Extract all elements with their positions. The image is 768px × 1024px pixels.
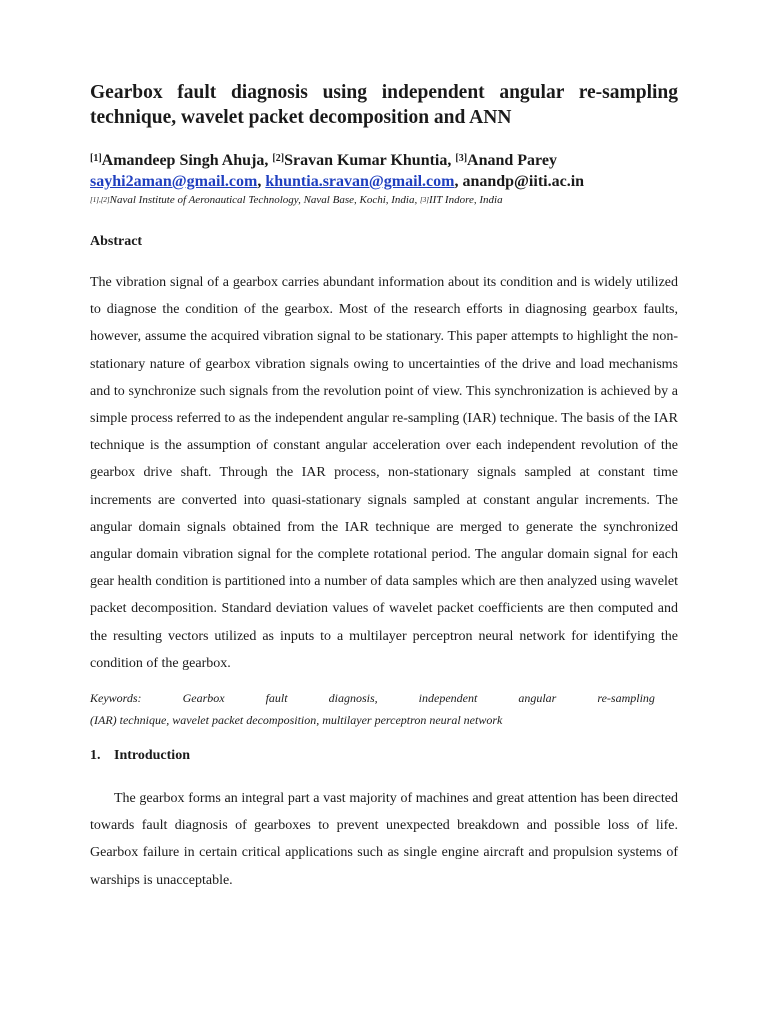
paper-page [90, 80, 678, 894]
keyword-word: independent [418, 691, 478, 706]
author-name-1: Amandeep Singh Ahuja [101, 152, 265, 169]
affil-inst-1: Naval Institute of Aeronautical Technology, Naval Base, Kochi, India, [109, 194, 418, 206]
keywords-line-1 [90, 687, 655, 709]
author-name-3: Anand Parey [467, 152, 557, 169]
section-heading-introduction [90, 747, 678, 765]
author-name-2: Sravan Kumar Khuntia [284, 152, 448, 169]
keyword-word: re-sampling [597, 691, 655, 706]
keywords [90, 687, 678, 731]
keyword-word: Keywords: [90, 691, 142, 706]
affil-inst-2: IIT Indore, India [428, 194, 503, 206]
email-text-3: anandp@iiti.ac.in [462, 173, 585, 190]
affil-mark-1: [1],[2] [90, 196, 110, 204]
email-list: sayhi2aman@gmail.com, khuntia.sravan@gmail.com, anandp@iiti.ac.in [90, 173, 585, 190]
introduction-text: The gearbox forms an integral part a vast majority of machines and great attention has been directed towards fault diagnosis of gearboxes to prevent unexpected breakdown and possible loss of life. Gearbox failure in certain critical applications such as single engine aircraft and propulsion systems of warships is unacceptable. [90, 791, 678, 888]
author-mark-1: [1] [90, 153, 102, 164]
keyword-word: fault [265, 691, 288, 706]
paper-title: Gearbox fault diagnosis using independent angular re-sampling technique, wavelet packet decomposition and ANN [90, 82, 678, 128]
section-title: Introduction [114, 748, 190, 764]
affiliations [90, 193, 678, 207]
author-mark-3: [3] [455, 153, 468, 164]
author-mark-2: [2] [272, 153, 285, 164]
keyword-word: Gearbox [182, 691, 225, 706]
keyword-word: diagnosis, [328, 691, 378, 706]
keywords-line-2: (IAR) technique, wavelet packet decomposition, multilayer perceptron neural network [90, 713, 503, 728]
email-link-2[interactable]: khuntia.sravan@gmail.com [265, 173, 455, 190]
author-list: [1]Amandeep Singh Ahuja, [2]Sravan Kumar Khuntia, [3]Anand Parey [90, 152, 557, 169]
keyword-word: angular [518, 691, 557, 706]
section-number: 1. [90, 748, 101, 764]
affil-mark-2: [3] [419, 196, 429, 204]
email-link-1[interactable]: sayhi2aman@gmail.com [90, 173, 258, 190]
abstract-text: The vibration signal of a gearbox carries abundant information about its condition and is widely utilized to diagnose the condition of the gearbox. Most of the research efforts in diagnosing gearbox faults, however, assume the acquired vibration signal to be stationary. This paper attempts to highlight the non-stationary nature of gearbox vibration signals owing to uncertainties of the drive and load mechanisms and to synchronize such signals from the revolution point of view. This synchronization is achieved by a simple process referred to as the independent angular re-sampling (IAR) technique. The basis of the IAR technique is the assumption of constant angular acceleration over each independent revolution of the gearbox drive shaft. Through the IAR process, non-stationary signals sampled at constant time increments are converted into quasi-stationary signals sampled at constant angular increments. The angular domain signals obtained from the IAR technique are merged to generate the synchronized angular domain vibration signal for the complete rotational period. The angular domain signal for each gear health condition is partitioned into a number of data samples which are then analyzed using wavelet packet decomposition. Standard deviation values of wavelet packet coefficients are then computed and the resulting vectors utilized as inputs to a multilayer perceptron neural network for identifying the condition of the gearbox. [90, 275, 678, 671]
abstract-heading: Abstract [90, 234, 143, 249]
